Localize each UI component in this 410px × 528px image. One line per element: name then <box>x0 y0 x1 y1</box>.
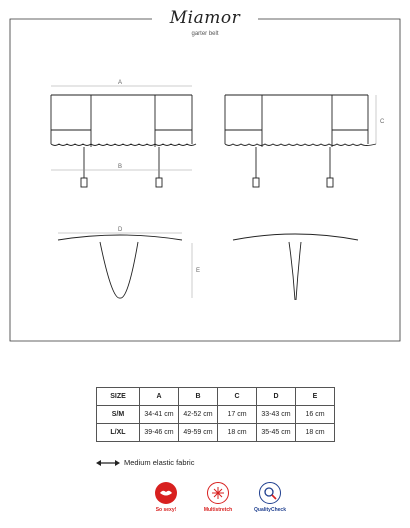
table-cell: 33-43 cm <box>257 406 296 424</box>
brand-name: Miamor <box>169 8 241 28</box>
table-cell: 42-52 cm <box>179 406 218 424</box>
size-table <box>96 387 335 442</box>
dimension-b <box>51 164 192 170</box>
table-row <box>97 406 335 424</box>
size-cell: S/M <box>97 406 140 424</box>
size-cell: L/XL <box>97 424 140 442</box>
header-size: SIZE <box>97 388 140 406</box>
table-row <box>97 424 335 442</box>
fabric-note <box>96 458 194 467</box>
label-a: A <box>118 80 123 86</box>
badge-label: QualityCheck <box>254 507 286 513</box>
table-cell: 39-46 cm <box>140 424 179 442</box>
table-cell: 16 cm <box>296 406 335 424</box>
thong-front-drawing <box>58 235 182 298</box>
label-b: B <box>118 164 123 170</box>
product-name: garter belt <box>191 31 219 37</box>
badge-label: Multistretch <box>203 507 233 513</box>
badge-label: So sexy! <box>155 507 177 513</box>
table-cell: 35-45 cm <box>257 424 296 442</box>
dimension-a <box>51 80 192 86</box>
garter-belt-front-drawing <box>51 95 196 187</box>
table-cell: 49-59 cm <box>179 424 218 442</box>
garter-belt-back-drawing <box>225 95 376 187</box>
label-e: E <box>196 268 201 274</box>
header-d: D <box>257 388 296 406</box>
header-e: E <box>296 388 335 406</box>
badge-so-sexy <box>148 482 184 513</box>
label-c: C <box>380 119 385 125</box>
table-cell: 17 cm <box>218 406 257 424</box>
stretch-icon <box>207 482 229 504</box>
badge-multistretch <box>200 482 236 513</box>
dimension-d <box>58 227 182 233</box>
table-cell: 18 cm <box>218 424 257 442</box>
dimension-c <box>376 95 385 144</box>
magnifier-icon <box>259 482 281 504</box>
lips-icon <box>155 482 177 504</box>
header-c: C <box>218 388 257 406</box>
badge-qualitycheck <box>252 482 288 513</box>
feature-badges <box>148 482 288 513</box>
table-header-row <box>97 388 335 406</box>
double-arrow-icon <box>96 459 120 467</box>
thong-back-drawing <box>233 234 358 300</box>
fabric-note-text: Medium elastic fabric <box>124 458 195 467</box>
dimension-e <box>192 243 200 298</box>
table-cell: 18 cm <box>296 424 335 442</box>
header-a: A <box>140 388 179 406</box>
header-b: B <box>179 388 218 406</box>
table-cell: 34-41 cm <box>140 406 179 424</box>
label-d: D <box>118 227 123 233</box>
